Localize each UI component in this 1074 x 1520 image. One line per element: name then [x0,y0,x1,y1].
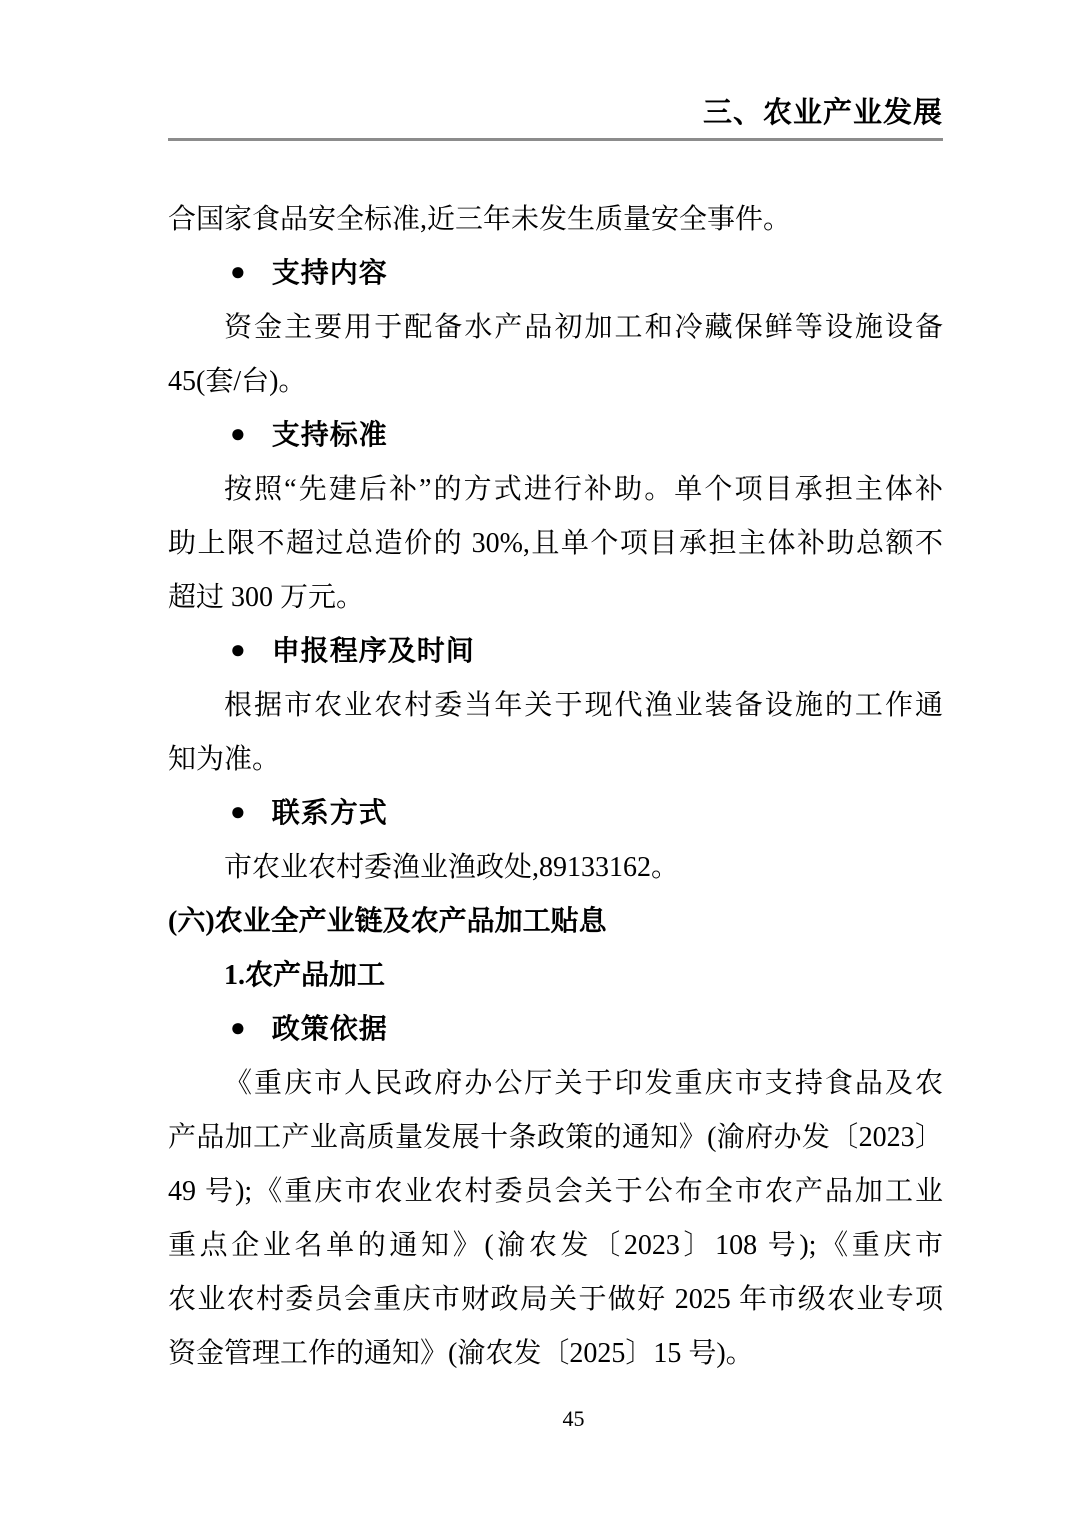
paragraph-line: 知为准。 [168,744,281,775]
content-area [168,0,943,1431]
bullet-heading [168,409,943,463]
bullet-heading-label: 政策依据 [271,1014,388,1045]
paragraph-line: 超过 300 万元。 [168,582,365,613]
bullet-icon: ● [230,635,246,664]
bullet-icon: ● [230,257,246,286]
bullet-heading-label: 支持标准 [271,420,388,451]
paragraph-line: 产品加工产业高质量发展十条政策的通知》(渝府办发〔2023〕 [168,1122,943,1153]
paragraph-line: 合国家食品安全标准,近三年未发生质量安全事件。 [168,204,792,235]
paragraph-line: 重点企业名单的通知》(渝农发〔2023〕108 号);《重庆市 [168,1230,943,1261]
bullet-heading [168,625,943,679]
sub-section-heading: 1.农产品加工 [224,960,386,991]
page-header-title: 三、农业产业发展 [702,97,943,129]
bullet-heading-label: 联系方式 [271,798,388,829]
paragraph-line: 根据市农业农村委当年关于现代渔业装备设施的工作通 [224,690,943,721]
paragraph-line: 农业农村委员会重庆市财政局关于做好 2025 年市级农业专项 [168,1284,943,1315]
paragraph-line: 45(套/台)。 [168,366,307,397]
bullet-heading-label: 支持内容 [271,258,388,289]
page-number: 45 [562,1406,585,1431]
section-heading: (六)农业全产业链及农产品加工贴息 [168,906,607,937]
bullet-icon: ● [230,419,246,448]
paragraph-line: 资金主要用于配备水产品初加工和冷藏保鲜等设施设备 [224,312,943,343]
bullet-heading [168,247,943,301]
bullet-icon: ● [230,797,246,826]
bullet-heading [168,1003,943,1057]
paragraph-line: 49 号);《重庆市农业农村委员会关于公布全市农产品加工业 [168,1176,943,1207]
paragraph-line: 资金管理工作的通知》(渝农发〔2025〕15 号)。 [168,1338,754,1369]
header-rule [168,138,943,141]
document-body [168,193,943,1381]
bullet-heading-label: 申报程序及时间 [271,636,475,667]
paragraph-line: 市农业农村委渔业渔政处,89133162。 [224,852,680,883]
bullet-icon: ● [230,1013,246,1042]
paragraph-line: 《重庆市人民政府办公厅关于印发重庆市支持食品及农 [224,1068,943,1099]
paragraph-line: 按照“先建后补”的方式进行补助。单个项目承担主体补 [224,474,943,505]
bullet-heading [168,787,943,841]
paragraph-line: 助上限不超过总造价的 30%,且单个项目承担主体补助总额不 [168,528,943,559]
